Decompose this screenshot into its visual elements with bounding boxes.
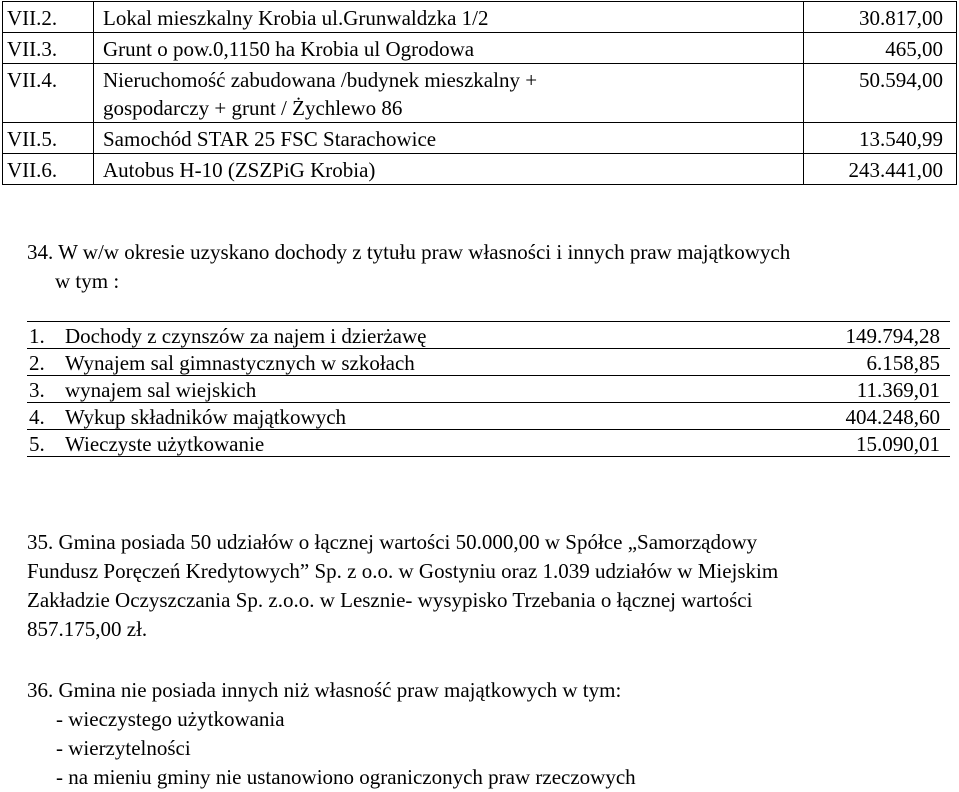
table-row [3, 2, 957, 33]
income-amount: 404.248,60 [720, 403, 950, 430]
section-35-line: 35. Gmina posiada 50 udziałów o łącznej wartości 50.000,00 w Spółce „Samorządowy [27, 530, 758, 554]
asset-amount: 13.540,99 [804, 123, 957, 154]
section-34-line: 34. W w/w okresie uzyskano dochody z tytułu praw własności i innych praw majątkowych [27, 240, 791, 264]
income-number: 3. [27, 376, 65, 403]
income-number: 5. [27, 430, 65, 457]
income-description: Dochody z czynszów za najem i dzierżawę [65, 322, 720, 349]
section-36-heading: 36. Gmina nie posiada innych niż własność praw majątkowych w tym: [27, 678, 622, 702]
table-row [3, 154, 957, 185]
table-row [3, 123, 957, 154]
list-item: - na mieniu gminy nie ustanowiono ograniczonych praw rzeczowych [56, 765, 636, 789]
asset-description-line: gospodarczy + grunt / Żychlewo 86 [103, 96, 403, 120]
asset-amount: 50.594,00 [804, 64, 957, 123]
list-item: - wierzytelności [56, 736, 191, 760]
income-description: wynajem sal wiejskich [65, 376, 720, 403]
table-row [3, 33, 957, 64]
asset-amount: 30.817,00 [804, 2, 957, 33]
asset-amount: 243.441,00 [804, 154, 957, 185]
asset-description [94, 64, 804, 123]
income-description: Wykup składników majątkowych [65, 403, 720, 430]
income-amount: 6.158,85 [720, 349, 950, 376]
section-35-line: Zakładzie Oczyszczania Sp. z.o.o. w Lesznie- wysypisko Trzebania o łącznej wartości [27, 588, 753, 612]
income-number: 1. [27, 322, 65, 349]
income-number: 2. [27, 349, 65, 376]
income-description: Wieczyste użytkowanie [65, 430, 720, 457]
table-row [27, 403, 950, 430]
asset-description: Samochód STAR 25 FSC Starachowice [94, 123, 804, 154]
asset-number: VII.6. [3, 154, 94, 185]
table-row [27, 322, 950, 349]
income-amount: 149.794,28 [720, 322, 950, 349]
asset-number: VII.3. [3, 33, 94, 64]
table-row [27, 349, 950, 376]
section-34-line: w tym : [55, 269, 120, 293]
table-row [27, 430, 950, 457]
asset-description: Lokal mieszkalny Krobia ul.Grunwaldzka 1/2 [94, 2, 804, 33]
table-row [3, 64, 957, 123]
assets-table [2, 1, 957, 185]
asset-number: VII.2. [3, 2, 94, 33]
income-amount: 15.090,01 [720, 430, 950, 457]
asset-description: Grunt o pow.0,1150 ha Krobia ul Ogrodowa [94, 33, 804, 64]
section-35-line: 857.175,00 zł. [27, 617, 148, 641]
section-35 [27, 528, 937, 644]
section-35-line: Fundusz Poręczeń Kredytowych” Sp. z o.o. w Gostyniu oraz 1.039 udziałów w Miejskim [27, 559, 779, 583]
asset-amount: 465,00 [804, 33, 957, 64]
section-34 [27, 238, 937, 296]
list-item: - wieczystego użytkowania [56, 707, 285, 731]
income-table [27, 321, 950, 457]
income-number: 4. [27, 403, 65, 430]
table-row [27, 376, 950, 403]
asset-number: VII.4. [3, 64, 94, 123]
section-36 [27, 676, 937, 792]
income-amount: 11.369,01 [720, 376, 950, 403]
asset-description-line: Nieruchomość zabudowana /budynek mieszkalny + [103, 68, 538, 92]
income-description: Wynajem sal gimnastycznych w szkołach [65, 349, 720, 376]
asset-number: VII.5. [3, 123, 94, 154]
asset-description: Autobus H-10 (ZSZPiG Krobia) [94, 154, 804, 185]
